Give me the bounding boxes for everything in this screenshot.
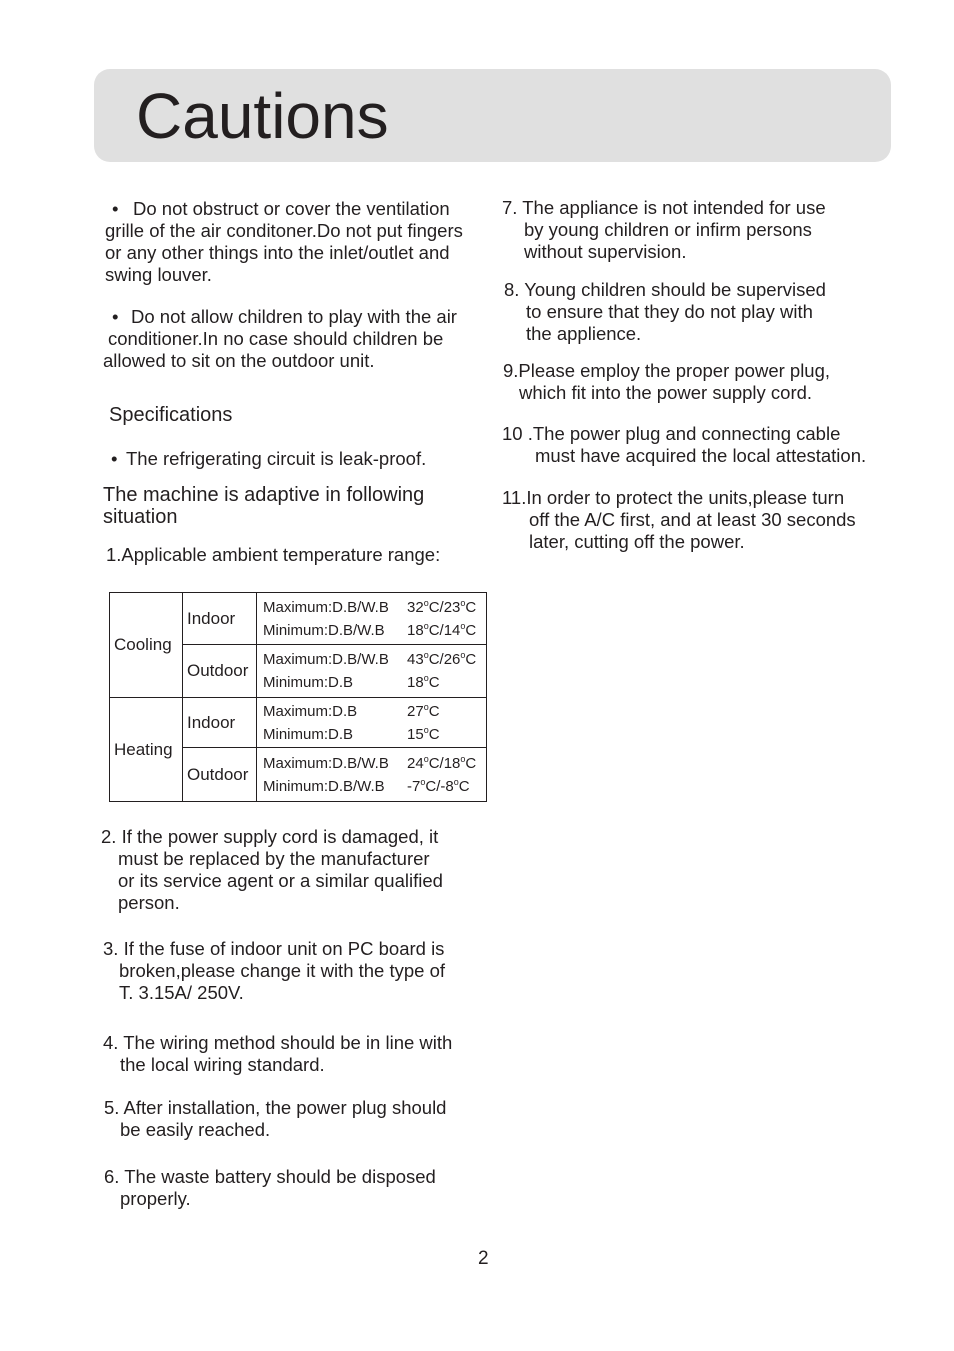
item7-line3: without supervision. (524, 241, 687, 262)
item3-line3: T. 3.15A/ 250V. (119, 982, 244, 1003)
caution-ventilation-line4: swing louver. (105, 264, 212, 285)
caution-ventilation-line3: or any other things into the inlet/outlet and (105, 242, 450, 263)
caution-ventilation-line2: grille of the air conditoner.Do not put fingers (105, 220, 463, 241)
leak-proof-text: The refrigerating circuit is leak-proof. (126, 448, 427, 469)
cooling-label: Cooling (110, 593, 183, 698)
item8-line1: 8. Young children should be supervised (504, 279, 826, 300)
item11-line1: 11.In order to protect the units,please turn (502, 487, 845, 508)
item6-line1: 6. The waste battery should be disposed (104, 1166, 436, 1187)
cooling-indoor-values (257, 593, 487, 645)
item11-line3: later, cutting off the power. (529, 531, 745, 552)
heating-label: Heating (110, 698, 183, 802)
cooling-outdoor-label: Outdoor (183, 645, 257, 698)
adaptive-heading-line1: The machine is adaptive in following (103, 484, 425, 506)
cooling-indoor-label: Indoor (183, 593, 257, 645)
item10-line1: 10 .The power plug and connecting cable (502, 423, 841, 444)
table-row: Minimum:D.B 15$^o$C (263, 724, 440, 743)
item3-line2: broken,please change it with the type of (119, 960, 446, 981)
item2-line3: or its service agent or a similar qualified (118, 870, 443, 891)
item9-line2: which fit into the power supply cord. (519, 382, 813, 403)
temperature-range-table (109, 592, 487, 802)
caution-children-line1: Do not allow children to play with the air (131, 306, 457, 327)
caution-children-line3: allowed to sit on the outdoor unit. (103, 350, 375, 371)
bullet-marker: • (112, 306, 119, 327)
table-row: Maximum:D.B/W.B 32$^o$C/23$^o$C (263, 597, 477, 616)
item7-line1: 7. The appliance is not intended for use (502, 197, 826, 218)
heating-outdoor-label: Outdoor (183, 748, 257, 802)
bullet-marker: • (111, 448, 118, 469)
item8-line3: the applience. (526, 323, 642, 344)
table-row: Minimum:D.B/W.B -7$^o$C/-8$^o$C (263, 776, 470, 795)
page-title: Cautions (136, 80, 389, 152)
item2-line4: person. (118, 892, 180, 913)
cooling-outdoor-values (257, 645, 487, 698)
caution-children-line2: conditioner.In no case should children be (108, 328, 444, 349)
specifications-heading: Specifications (109, 404, 233, 426)
item5-line2: be easily reached. (120, 1119, 271, 1140)
item3-line1: 3. If the fuse of indoor unit on PC board is (103, 938, 445, 959)
item10-line2: must have acquired the local attestation. (535, 445, 867, 466)
caution-ventilation-line1: Do not obstruct or cover the ventilation (133, 198, 450, 219)
table-row: Minimum:D.B 18$^o$C (263, 673, 440, 691)
table-row: Maximum:D.B 27$^o$C (263, 701, 440, 720)
page-number: 2 (478, 1248, 489, 1269)
adaptive-heading-line2: situation (103, 506, 178, 528)
table-row: Maximum:D.B/W.B 43$^o$C/26$^o$C (263, 650, 477, 668)
heating-outdoor-values (257, 748, 487, 802)
item9-line1: 9.Please employ the proper power plug, (503, 360, 831, 381)
temperature-range-item: 1.Applicable ambient temperature range: (106, 544, 441, 565)
table-row: Maximum:D.B/W.B 24$^o$C/18$^o$C (263, 753, 477, 772)
bullet-marker: • (112, 198, 119, 219)
heating-indoor-values (257, 698, 487, 748)
item2-line1: 2. If the power supply cord is damaged, it (101, 826, 439, 847)
item5-line1: 5. After installation, the power plug should (104, 1097, 447, 1118)
heating-indoor-label: Indoor (183, 698, 257, 748)
item8-line2: to ensure that they do not play with (526, 301, 813, 322)
item11-line2: off the A/C first, and at least 30 seconds (529, 509, 856, 530)
item6-line2: properly. (120, 1188, 191, 1209)
item4-line2: the local wiring standard. (120, 1054, 325, 1075)
item7-line2: by young children or infirm persons (524, 219, 812, 240)
table-row: Minimum:D.B/W.B 18$^o$C/14$^o$C (263, 620, 477, 639)
item2-line2: must be replaced by the manufacturer (118, 848, 430, 869)
item4-line1: 4. The wiring method should be in line with (103, 1032, 453, 1053)
